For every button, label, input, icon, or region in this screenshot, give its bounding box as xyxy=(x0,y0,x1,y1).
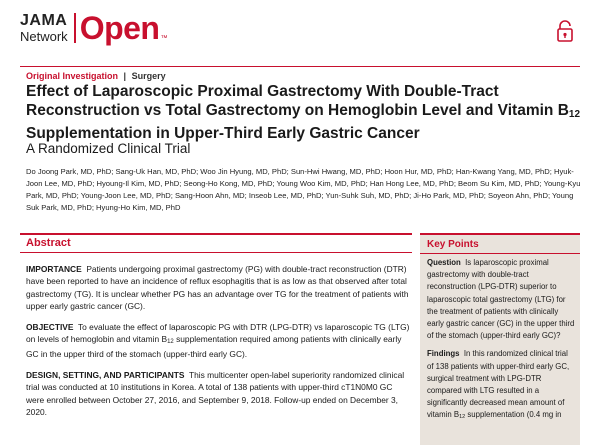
category-separator: | xyxy=(123,71,127,81)
open-access-lock-icon[interactable] xyxy=(556,20,574,42)
design-text: This multicenter open-label superiority randomized clinical trial was conducted at 10 institutions in Korea. A total of 138 patients with upper-third cT1N0M0 GC were enrolled between October 27, 2016, and September 9, 2018. Follow-up ended on December 3, 2020. xyxy=(26,369,405,418)
author-list: Do Joong Park, MD, PhD; Sang-Uk Han, MD, PhD; Woo Jin Hyung, MD, PhD; Sun-Hwi Hwang, MD, PhD; Hoon Hur, MD, PhD; Han-Kwang Yang, MD, PhD; Hyuk-Joon Lee, MD, PhD; Hyoung-Il Kim, MD, PhD; Seong-Ho Kong, MD, PhD; Young Woo Kim, MD, PhD; Han Hong Lee, MD, PhD; Beom Su Kim, MD, PhD; Young-Kyu Park, MD, PhD; Young-Joon Lee, MD, PhD; Sang-Hoon Ahn, MD; Inseob Lee, MD, PhD; Yun-Suhk Suh, MD, PhD; Ji-Ho Park, MD, PhD; Soyeon Ahn, PhD; Young Suk Park, MD, PhD; Hyung-Ho Kim, MD, PhD xyxy=(26,167,581,212)
findings-subscript: 12 xyxy=(459,414,466,421)
importance-label: IMPORTANCE xyxy=(26,264,82,274)
abstract-objective xyxy=(26,321,410,361)
title-part-2: Supplementation in Upper-Third Early Gastric Cancer xyxy=(26,125,420,142)
findings-label: Findings xyxy=(427,349,460,359)
importance-text: Patients undergoing proximal gastrectomy (PG) with double-tract reconstruction (DTR) have been reported to have an incidence of reflux esophagitis that is as low as that observed after total gastrectomy (TG). It is unclear whether PG has an advantage over TG for the treatment of patients with upper early gastric cancer (GC). xyxy=(26,264,409,312)
design-label: DESIGN, SETTING, AND PARTICIPANTS xyxy=(26,369,185,380)
abstract-heading: Abstract xyxy=(26,237,71,249)
objective-label: OBJECTIVE xyxy=(26,321,74,332)
article-category: Original Investigation xyxy=(26,71,119,81)
title-subscript: 12 xyxy=(568,109,581,120)
abstract-top-rule xyxy=(20,233,412,235)
findings-text-a: In this randomized clinical trial of 138 patients with upper-third early GC, surgical treatment with LPG-DTR compared with LTG resulted in a significantly decreased mean amount of vitamin B xyxy=(427,349,570,420)
question-text: Is laparoscopic proximal gastrectomy with double-tract reconstruction (LPG-DTR) superior to laparoscopic total gastrectomy (LTG) for the treatment of patients with clinically early gastric cancer (GC) in the upper third of the stomach (upper-third early GC)? xyxy=(427,258,575,341)
key-points-body xyxy=(427,257,575,430)
question-label: Question xyxy=(427,258,461,267)
article-subtitle: A Randomized Clinical Trial xyxy=(26,141,191,156)
abstract-heading-rule xyxy=(20,252,412,253)
abstract-importance xyxy=(26,263,410,313)
article-title xyxy=(26,82,586,143)
key-points-findings xyxy=(427,348,575,423)
key-points-box xyxy=(420,233,580,445)
article-subject: Surgery xyxy=(131,71,166,81)
findings-text-b: supplementation (0.4 mg in xyxy=(465,410,562,420)
abstract-body xyxy=(26,263,410,426)
logo-network: Network xyxy=(20,29,68,44)
key-points-question xyxy=(427,257,575,342)
logo-open: Open xyxy=(79,10,160,46)
header-rule xyxy=(20,66,580,67)
logo-wordmark xyxy=(20,13,68,43)
objective-text-a: To evaluate the effect of laparoscopic PG with DTR (LPG-DTR) vs laparoscopic TG (LTG) on levels of hemoglobin and vitamin B xyxy=(26,321,410,345)
title-part-1: Effect of Laparoscopic Proximal Gastrectomy With Double-Tract Reconstruction vs Total Gastrectomy on Hemoglobin Level and Vitamin B xyxy=(26,83,569,119)
journal-masthead[interactable] xyxy=(20,8,167,48)
key-points-top-rule xyxy=(420,233,580,235)
objective-subscript: 12 xyxy=(167,339,174,346)
logo-jama: JAMA xyxy=(20,12,68,29)
abstract-design xyxy=(26,369,410,419)
objective-text-b: supplementation required among patients with clinically early GC in the upper third of the stomach (upper-third early GC). xyxy=(26,334,402,360)
key-points-heading: Key Points xyxy=(427,239,479,250)
logo-divider xyxy=(74,13,76,43)
article-type-line xyxy=(26,71,166,81)
logo-trademark: ™ xyxy=(160,35,168,42)
key-points-heading-rule xyxy=(420,253,580,254)
